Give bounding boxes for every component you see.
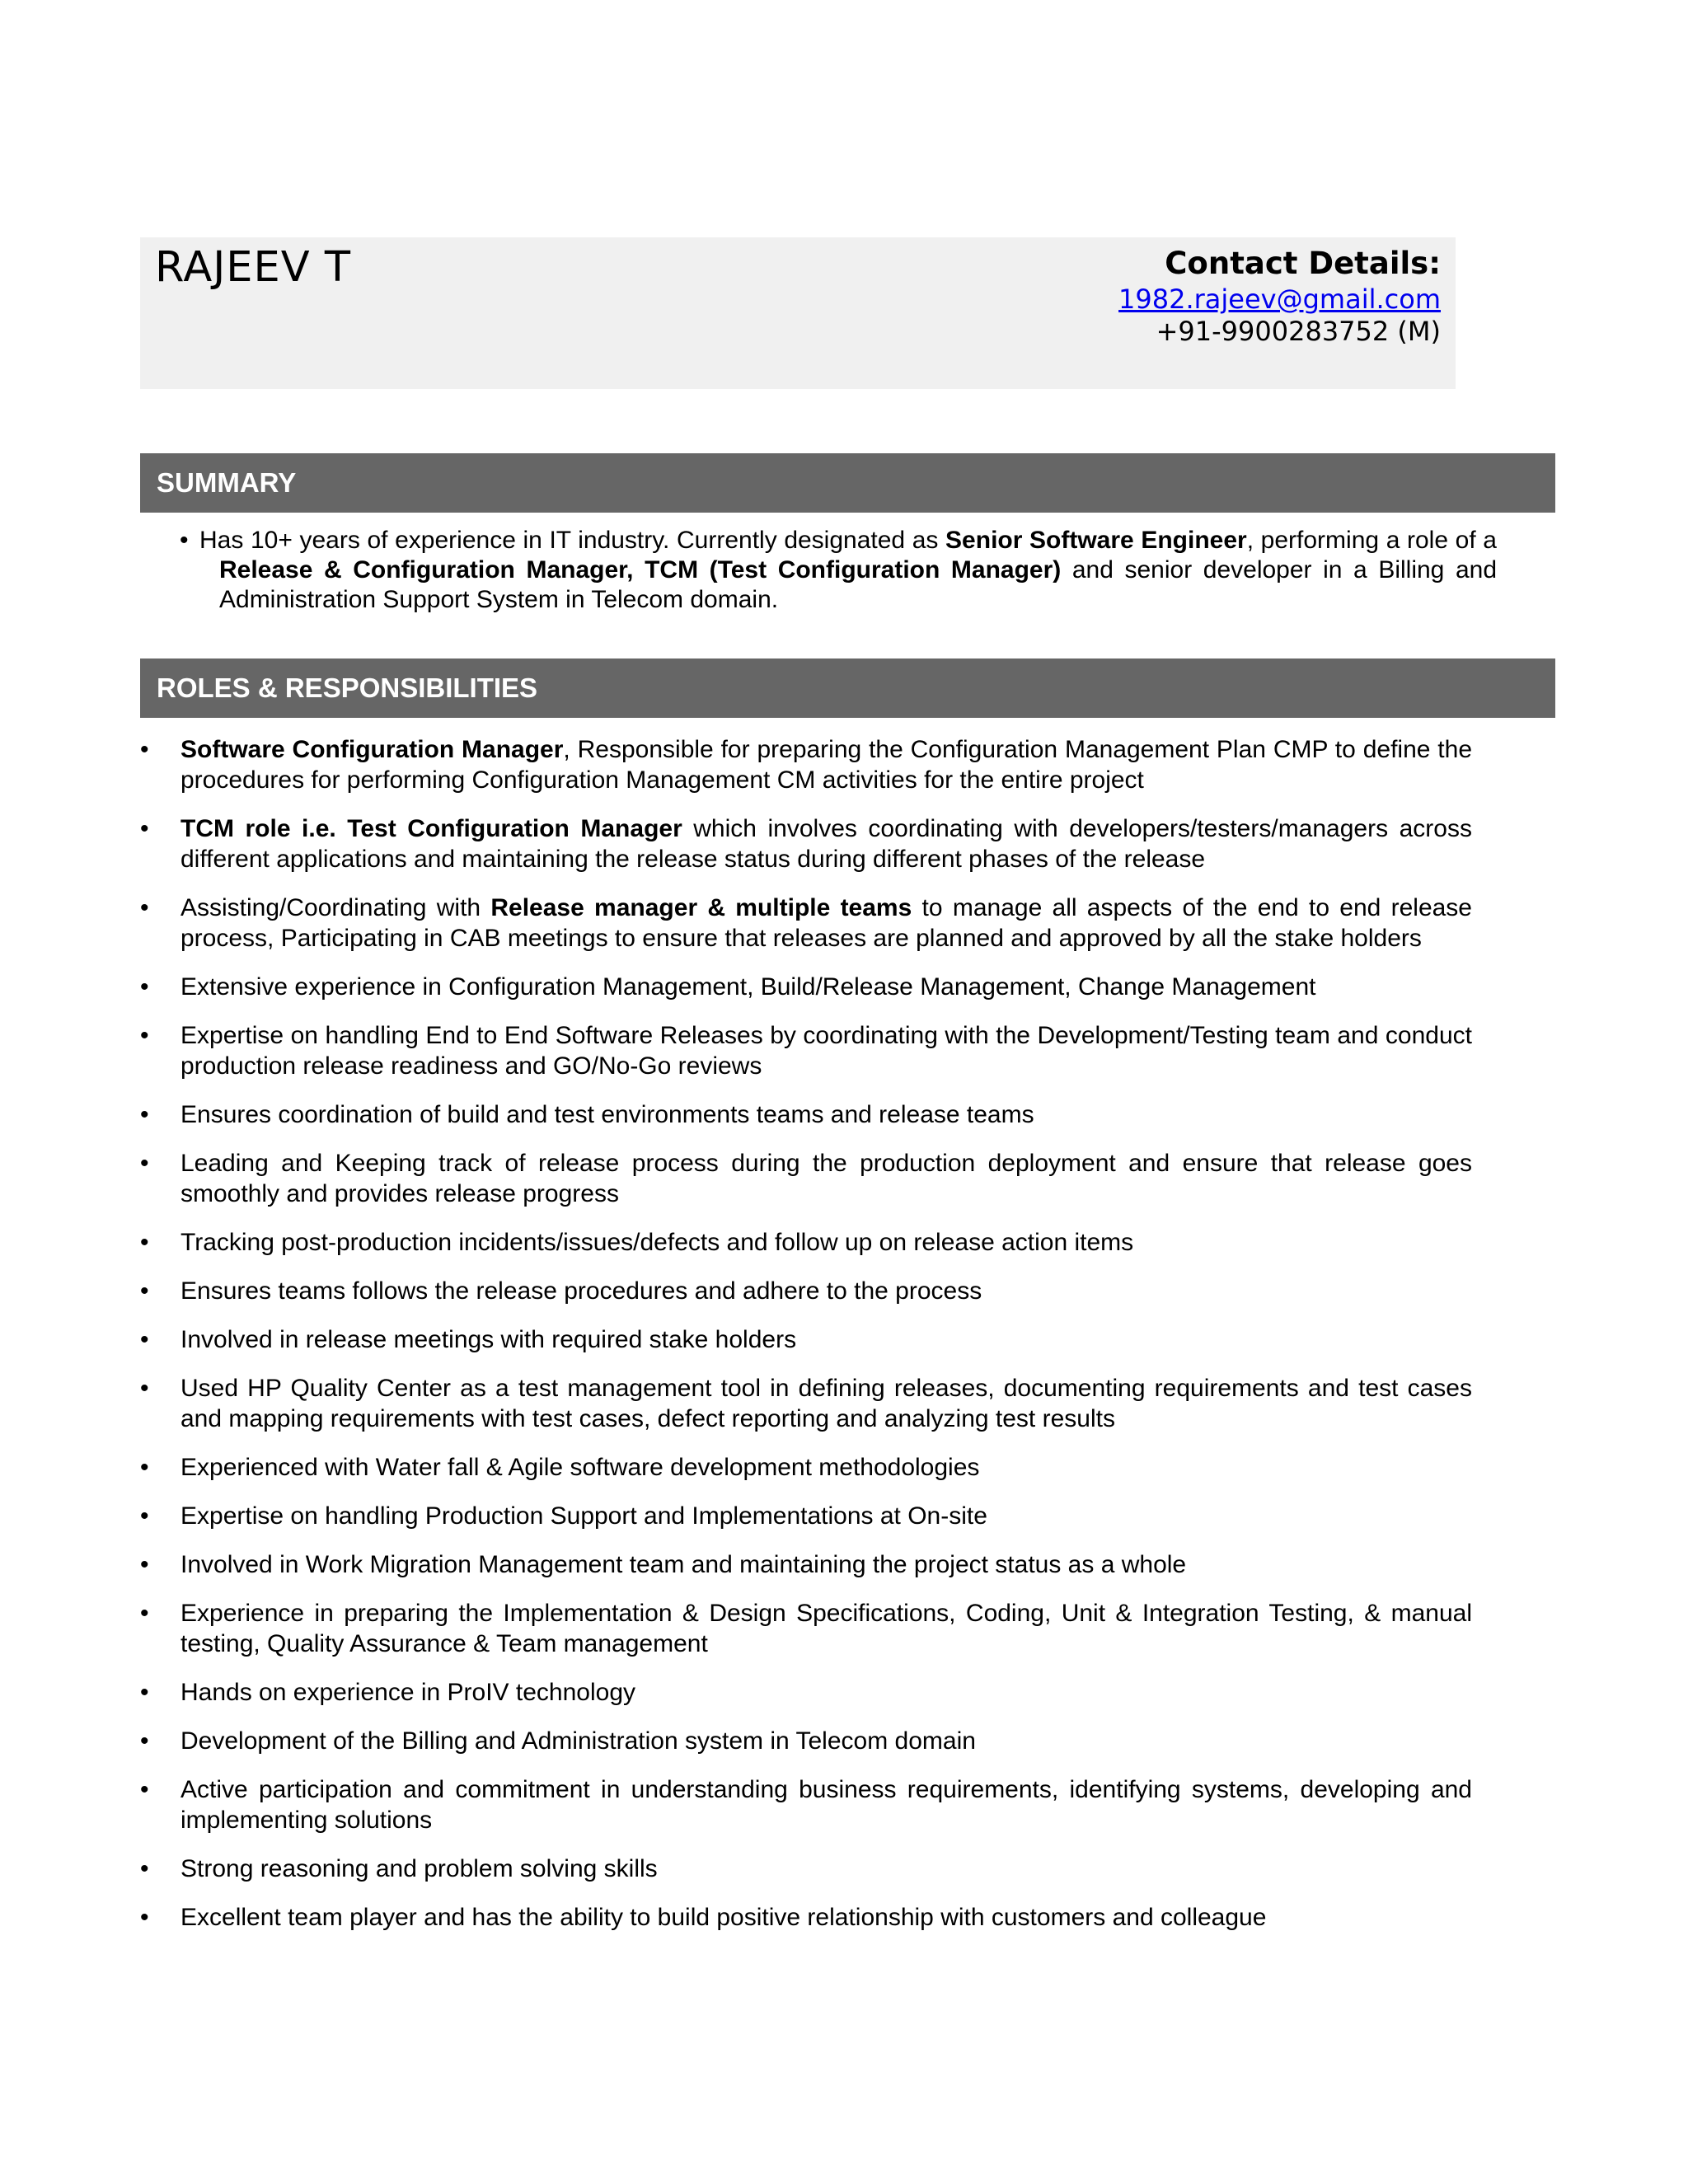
roles-list-item (140, 1020, 1472, 1081)
roles-list-item (140, 1148, 1472, 1209)
roles-item-text: Experienced with Water fall & Agile software development methodologies (181, 1454, 980, 1481)
bullet-icon: • (140, 1679, 149, 1706)
bullet-icon: • (140, 1727, 149, 1755)
roles-heading: ROLES & RESPONSIBILITIES (140, 658, 1555, 718)
roles-list-item (140, 972, 1472, 1002)
email-link[interactable]: 1982.rajeev@gmail.com (1118, 284, 1441, 316)
roles-item-text: Leading and Keeping track of release process during the production deployment and ensure that release goes smoothly and provides release progress (181, 1150, 1472, 1207)
roles-list-item (140, 1452, 1472, 1483)
roles-list-item (140, 1854, 1472, 1884)
roles-item-text: to manage all aspects of the end to end release process, Participating in CAB meetings to ensure that releases are planned and approved by all the stake holders (181, 894, 1472, 952)
bullet-icon: • (140, 736, 149, 763)
roles-item-text: Hands on experience in ProIV technology (181, 1679, 636, 1706)
phone-number: +91-9900283752 (M) (1156, 315, 1441, 347)
summary-part: , performing a role of a (1246, 527, 1497, 554)
summary-bold-part: Release & Configuration Manager, TCM (Test Configuration Manager) (219, 556, 1062, 583)
bullet-icon: • (180, 527, 189, 554)
summary-bold-part: Senior Software Engineer (945, 527, 1247, 554)
roles-item-text: Excellent team player and has the ability to build positive relationship with customers and colleague (181, 1904, 1267, 1931)
roles-list-item (140, 734, 1472, 795)
candidate-name: RAJEEV T (155, 243, 351, 292)
roles-item-bold-text: Software Configuration Manager (181, 736, 564, 763)
bullet-icon: • (140, 1600, 149, 1627)
roles-list-item (140, 1598, 1472, 1659)
roles-item-text: Involved in Work Migration Management team and maintaining the project status as a whole (181, 1551, 1187, 1578)
summary-list (180, 526, 1497, 615)
roles-list-item (140, 1227, 1472, 1258)
bullet-icon: • (140, 1022, 149, 1049)
bullet-icon: • (140, 1502, 149, 1530)
bullet-icon: • (140, 973, 149, 1001)
bullet-icon: • (140, 1904, 149, 1931)
bullet-icon: • (140, 1776, 149, 1803)
roles-item-text: Active participation and commitment in understanding business requirements, identifying systems, developing and implementing solutions (181, 1776, 1472, 1834)
roles-list-item (140, 1902, 1472, 1933)
resume-header (140, 237, 1456, 389)
roles-item-text: Extensive experience in Configuration Management, Build/Release Management, Change Management (181, 973, 1316, 1001)
roles-item-bold-text: TCM role i.e. Test Configuration Manager (181, 815, 682, 842)
roles-list (140, 734, 1472, 1951)
summary-text (199, 527, 1497, 613)
roles-item-bold-text: Release manager & multiple teams (490, 894, 912, 921)
bullet-icon: • (140, 1326, 149, 1353)
summary-item (180, 526, 1497, 615)
bullet-icon: • (140, 1229, 149, 1256)
bullet-icon: • (140, 1551, 149, 1578)
roles-list-item (140, 1549, 1472, 1580)
bullet-icon: • (140, 815, 149, 842)
roles-item-text: Used HP Quality Center as a test management tool in defining releases, documenting requirements and test cases and mapping requirements with test cases, defect reporting and analyzing test results (181, 1375, 1472, 1432)
roles-item-text: Expertise on handling End to End Software Releases by coordinating with the Development/Testing team and conduct production release readiness and GO/No-Go reviews (181, 1022, 1472, 1080)
roles-item-text: Involved in release meetings with required stake holders (181, 1326, 797, 1353)
roles-item-text: Strong reasoning and problem solving skills (181, 1855, 658, 1882)
bullet-icon: • (140, 894, 149, 921)
roles-list-item (140, 1501, 1472, 1531)
contact-title: Contact Details: (1165, 246, 1441, 281)
bullet-icon: • (140, 1101, 149, 1128)
bullet-icon: • (140, 1454, 149, 1481)
roles-list-item (140, 1324, 1472, 1355)
roles-list-item (140, 1774, 1472, 1835)
roles-list-item (140, 1726, 1472, 1756)
roles-item-text: Development of the Billing and Administration system in Telecom domain (181, 1727, 976, 1755)
bullet-icon: • (140, 1150, 149, 1177)
roles-item-text: Assisting/Coordinating with (181, 894, 491, 921)
roles-list-item (140, 1276, 1472, 1306)
summary-part: Has 10+ years of experience in IT industry. Currently designated as (199, 527, 946, 554)
contact-details (1118, 246, 1441, 347)
roles-list-item (140, 1099, 1472, 1130)
roles-item-text: Experience in preparing the Implementation & Design Specifications, Coding, Unit & Integration Testing, & manual testing, Quality Assurance & Team management (181, 1600, 1472, 1657)
bullet-icon: • (140, 1855, 149, 1882)
roles-item-text: Tracking post-production incidents/issues/defects and follow up on release action items (181, 1229, 1134, 1256)
roles-list-item (140, 893, 1472, 954)
summary-heading: SUMMARY (140, 453, 1555, 513)
roles-item-text: Expertise on handling Production Support and Implementations at On-site (181, 1502, 987, 1530)
roles-list-item (140, 1373, 1472, 1434)
roles-item-text: which involves coordinating with developers/testers/managers across different applications and maintaining the release status during different phases of the release (181, 815, 1472, 873)
bullet-icon: • (140, 1375, 149, 1402)
roles-item-text: , Responsible for preparing the Configuration Management Plan CMP to define the procedures for performing Configuration Management CM activities for the entire project (181, 736, 1472, 794)
roles-list-item (140, 1677, 1472, 1708)
bullet-icon: • (140, 1277, 149, 1305)
summary-part: and senior developer in a Billing and Administration Support System in Telecom domain. (219, 556, 1497, 613)
roles-list-item (140, 813, 1472, 874)
roles-item-text: Ensures coordination of build and test environments teams and release teams (181, 1101, 1034, 1128)
roles-item-text: Ensures teams follows the release procedures and adhere to the process (181, 1277, 982, 1305)
